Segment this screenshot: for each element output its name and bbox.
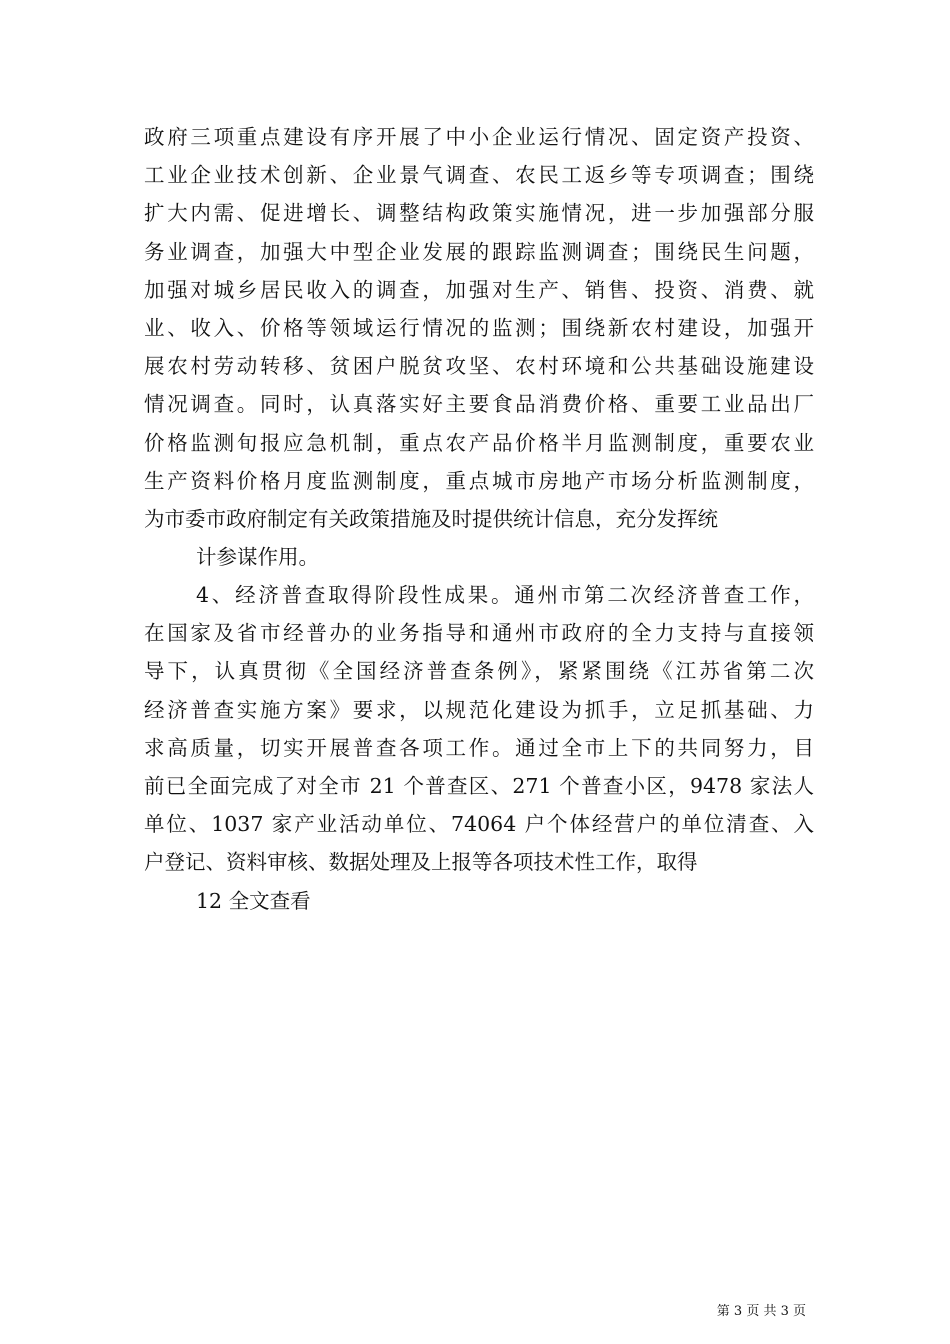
paragraph-line: 务业调查，加强大中型企业发展的跟踪监测调查；围绕民生问题， <box>144 239 814 264</box>
paragraph-line: 政府三项重点建设有序开展了中小企业运行情况、固定资产投资、 <box>144 125 814 149</box>
paragraph-line: 生产资料价格月度监测制度，重点城市房地产市场分析监测制度， <box>144 468 814 493</box>
paragraph-line: 前已全面完成了对全市 21 个普查区、271 个普查小区，9478 家法人 <box>144 773 814 798</box>
paragraph-line: 4、经济普查取得阶段性成果。通州市第二次经济普查工作， <box>196 583 814 607</box>
paragraph-line: 户登记、资料审核、数据处理及上报等各项技术性工作，取得 <box>144 850 698 875</box>
paragraph-line: 扩大内需、促进增长、调整结构政策实施情况，进一步加强部分服 <box>144 201 814 226</box>
paragraph-line: 单位、1037 家产业活动单位、74064 户个体经营户的单位清查、入 <box>144 812 814 837</box>
paragraph-1 <box>144 118 814 576</box>
read-more-link[interactable]: 12 全文查看 <box>196 888 311 913</box>
paragraph-2 <box>144 576 814 920</box>
paragraph-line: 加强对城乡居民收入的调查，加强对生产、销售、投资、消费、就 <box>144 277 814 302</box>
paragraph-line: 经济普查实施方案》要求，以规范化建设为抓手，立足抓基础、力 <box>144 697 814 722</box>
paragraph-line: 求高质量，切实开展普查各项工作。通过全市上下的共同努力，目 <box>144 735 814 760</box>
page-number: 第 3 页 共 3 页 <box>716 1304 806 1319</box>
paragraph-line: 为市委市政府制定有关政策措施及时提供统计信息，充分发挥统 <box>144 506 718 531</box>
paragraph-line: 在国家及省市经普办的业务指导和通州市政府的全力支持与直接领 <box>144 621 814 646</box>
paragraph-line: 情况调查。同时，认真落实好主要食品消费价格、重要工业品出厂 <box>144 392 814 417</box>
paragraph-line: 工业企业技术创新、企业景气调查、农民工返乡等专项调查；围绕 <box>144 163 814 188</box>
paragraph-line: 导下，认真贯彻《全国经济普查条例》，紧紧围绕《江苏省第二次 <box>144 659 814 684</box>
paragraph-line: 价格监测旬报应急机制，重点农产品价格半月监测制度，重要农业 <box>144 430 814 455</box>
paragraph-continuation: 计参谋作用。 <box>196 545 319 570</box>
paragraph-line: 业、收入、价格等领域运行情况的监测；围绕新农村建设，加强开 <box>144 315 814 340</box>
paragraph-line: 展农村劳动转移、贫困户脱贫攻坚、农村环境和公共基础设施建设 <box>144 354 814 379</box>
